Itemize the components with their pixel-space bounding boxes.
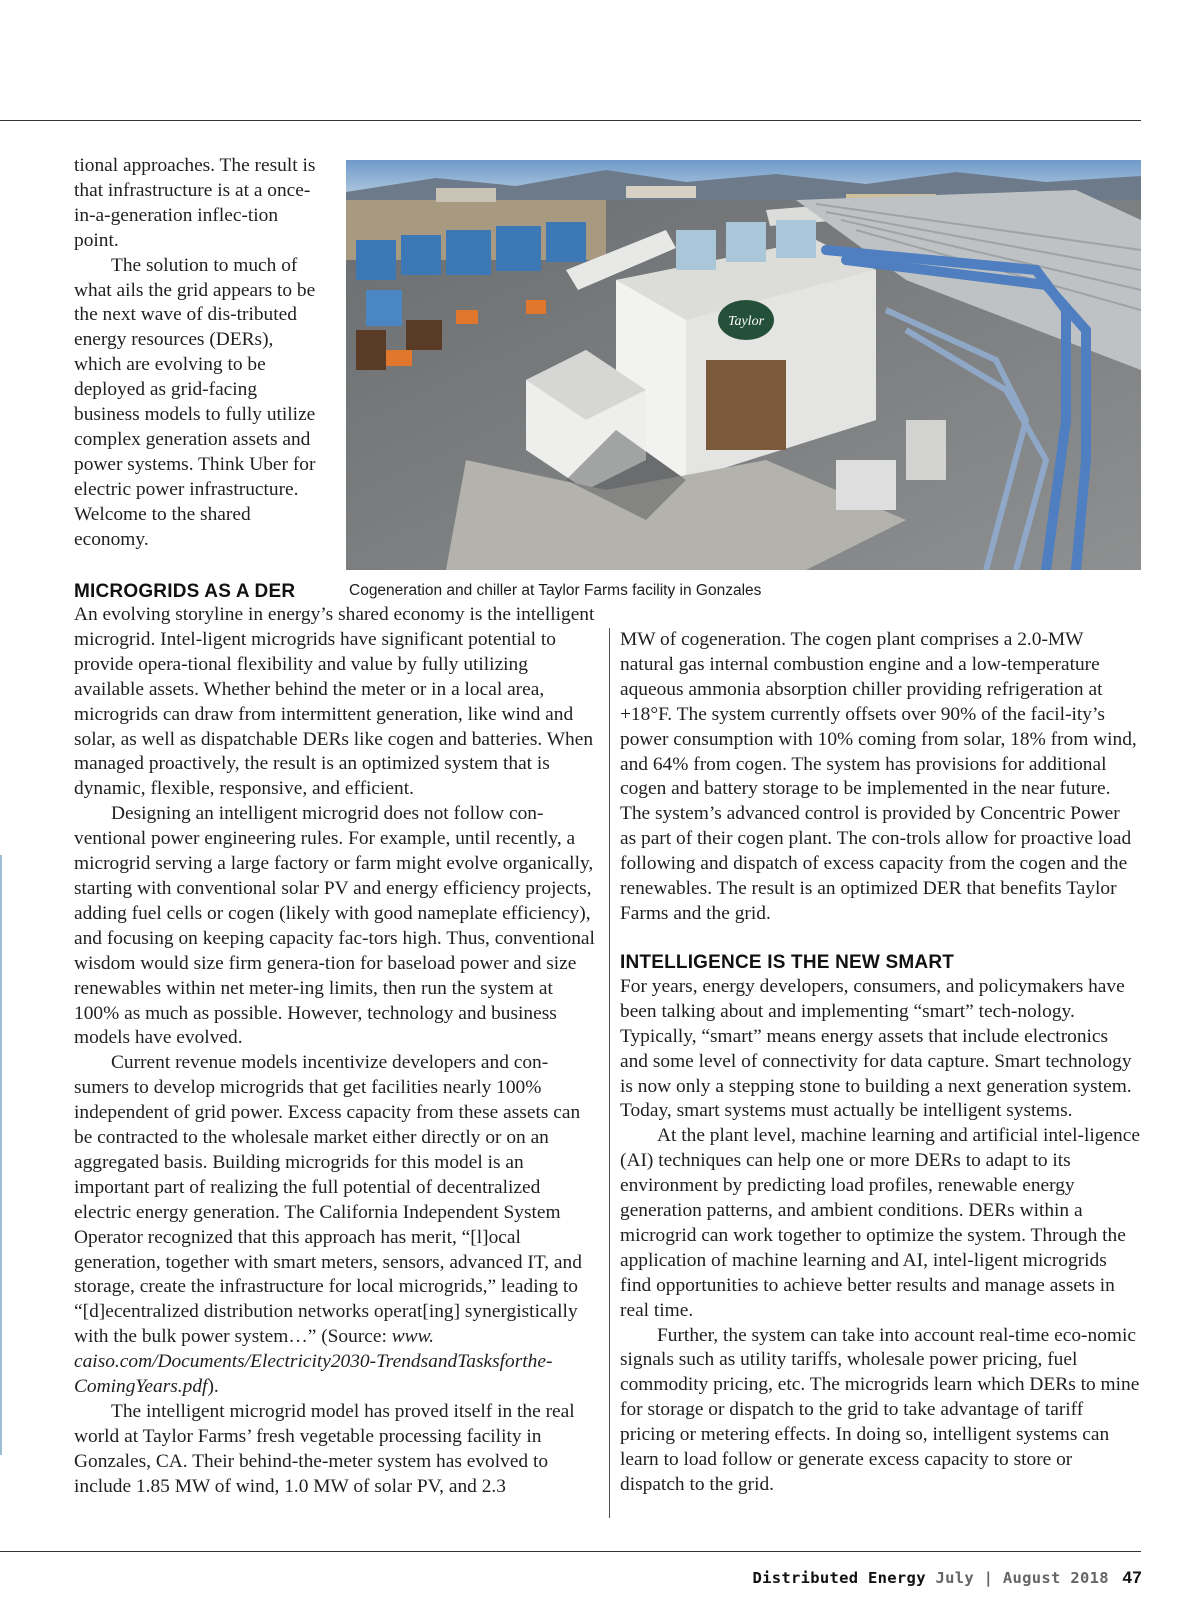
column-divider xyxy=(609,628,610,1518)
section1-paragraph-3-end: ). xyxy=(207,1376,219,1398)
source-link[interactable]: www. caiso.com/Documents/Electricity2030-TrendsandTasksforthe-ComingYears.pdf xyxy=(74,1326,553,1398)
publication-name: Distributed Energy xyxy=(752,1569,926,1587)
section1-paragraph-1: An evolving storyline in energy’s shared economy is the intelligent microgrid. Intel-ligent microgrids have significant potential to provide opera-tional flexibility and value by fully utilizing available assets. Whether behind the meter or in a local area, microgrids can draw from intermittent generation, like wind and solar, as well as dispatchable DERs like cogen and batteries. When managed proactively, the result is an optimized system that is dynamic, flexible, responsive, and efficient. xyxy=(74,604,595,800)
page-edge-strip xyxy=(0,855,2,1455)
intro-column xyxy=(74,154,324,553)
intro-paragraph-2: The solution to much of what ails the grid appears to be the next wave of dis-tributed energy resources (DERs), which are evolving to be deployed as grid-facing business models to fully utilize complex generation assets and power systems. Think Uber for electric power infrastructure. Welcome to the shared economy. xyxy=(74,254,316,550)
section2-paragraph-3: Further, the system can take into account real-time eco-nomic signals such as utility tariffs, wholesale power pricing, fuel commodity pricing, etc. The microgrids learn which DERs to mine for storage or dispatch to the grid to take advantage of tariff pricing or metering effects. In doing so, intelligent systems can learn to load follow or generate excess capacity to store or dispatch to the grid. xyxy=(620,1324,1140,1495)
section1-paragraph-3-text: Current revenue models incentivize developers and con-sumers to develop microgrids that get facilities nearly 100% independent of grid power. Excess capacity from these assets can be contracted to the wholesale market either directly or on an aggregated basis. Building microgrids for this model is an important part of realizing the full potential of decentralized electric energy generation. The California Independent System Operator recognized that this approach has merit, “[l]ocal generation, together with smart meters, sensors, advanced IT, and storage, create the infrastructure for local microgrids,” leading to “[d]ecentralized distribution networks operat[ing] synergistically with the bulk power system…” (Source: xyxy=(74,1052,582,1348)
sign-text: Taylor xyxy=(727,314,765,329)
section1-paragraph-3 xyxy=(74,1051,599,1400)
photo-caption: Cogeneration and chiller at Taylor Farms facility in Gonzales xyxy=(349,582,762,599)
section1-paragraph-4-continued: MW of cogeneration. The cogen plant comprises a 2.0-MW natural gas internal combustion engine and a low-temperature aqueous ammonia absorption chiller providing refrigeration at +18°F. The system currently offsets over 90% of the facil-ity’s power consumption with 10% coming from solar, 18% from wind, and 64% from cogen. The system has provisions for additional cogen and battery storage to be implemented in the near future. The system’s advanced control is provided by Concentric Power as part of their cogen plant. The con-trols allow for proactive load following and dispatch of excess capacity from the cogen and the renewables. The result is an optimized DER that benefits Taylor Farms and the grid. xyxy=(620,629,1137,924)
top-rule xyxy=(0,120,1141,121)
facility-photo xyxy=(346,160,1141,570)
page-footer xyxy=(752,1568,1142,1588)
section-heading-intelligence: INTELLIGENCE IS THE NEW SMART xyxy=(620,951,955,973)
section1-paragraph-2: Designing an intelligent microgrid does not follow con-ventional power engineering rules. For example, until recently, a microgrid serving a large factory or farm might evolve organically, starting with conventional solar PV and energy efficiency projects, adding fuel cells or cogen (likely with good nameplate efficiency), and focusing on keeping capacity fac-tors high. Thus, conventional wisdom would size firm genera-tion for baseload power and size renewables within net meter-ing limits, then run the system at 100% as much as possible. However, technology and business models have evolved. xyxy=(74,803,595,1049)
section2-paragraph-1: For years, energy developers, consumers, and policymakers have been talking about and implementing “smart” tech-nology. Typically, “smart” means energy assets that include electronics and some level of connectivity for data capture. Smart technology is now only a stepping stone to building a next generation system. Today, smart systems must actually be intelligent systems. xyxy=(620,975,1132,1122)
section-heading-microgrids: MICROGRIDS AS A DER xyxy=(74,581,296,602)
section2-paragraph-2: At the plant level, machine learning and artificial intel-ligence (AI) techniques can help one or more DERs to adapt to its environment by predicting load profiles, renewable energy generation patterns, and ambient conditions. DERs within a microgrid can work together to optimize the system. Through the application of machine learning and AI, intel-ligent microgrids find opportunities to achieve better results and manage assets in real time. xyxy=(620,1125,1140,1321)
issue-date: July | August 2018 xyxy=(935,1569,1109,1587)
left-column xyxy=(74,603,599,1500)
bottom-rule xyxy=(0,1551,1141,1552)
right-column xyxy=(620,628,1140,1498)
section1-paragraph-4: The intelligent microgrid model has proved itself in the real world at Taylor Farms’ fresh vegetable processing facility in Gonzales, CA. Their behind-the-meter system has evolved to include 1.85 MW of wind, 1.0 MW of solar PV, and 2.3 xyxy=(74,1401,575,1497)
intro-paragraph-1: tional approaches. The result is that infrastructure is at a once-in-a-generation inflec-tion point. xyxy=(74,155,316,251)
page-number: 47 xyxy=(1122,1568,1142,1587)
